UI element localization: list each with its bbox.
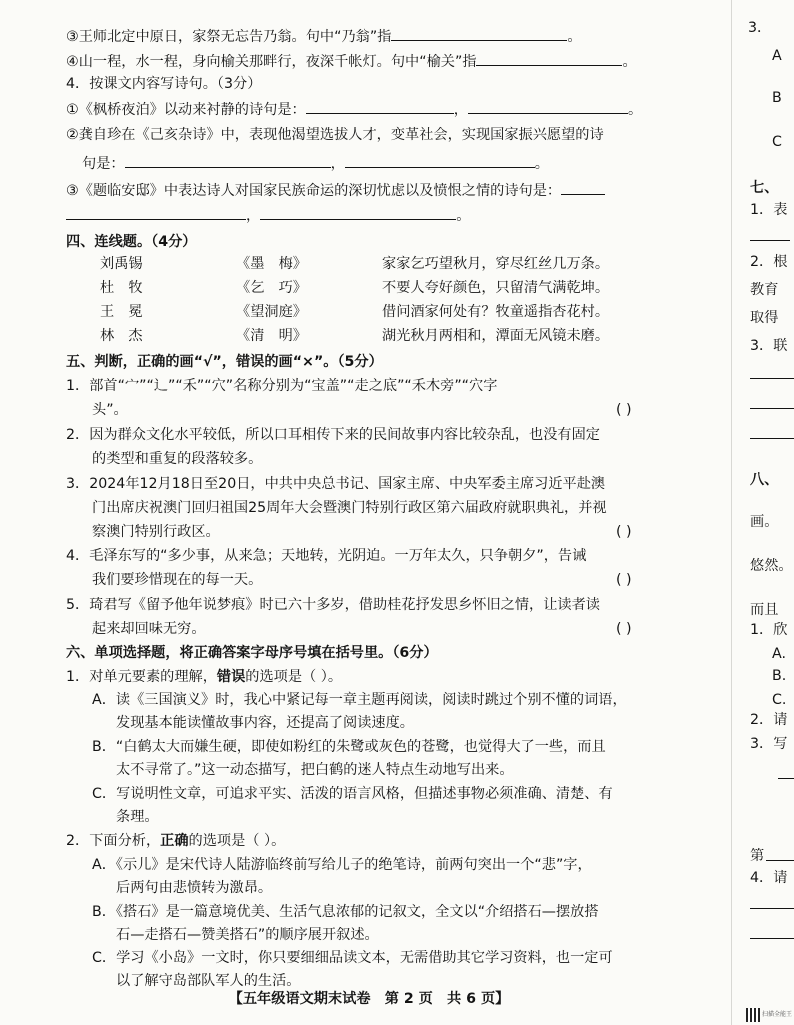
choice-1-option-a-cont: 发现基本能读懂故事内容，还提高了阅读速度。 xyxy=(116,715,414,731)
judge-4: 4．毛泽东写的“多少事，从来急；天地转，光阴迫。一万年太久，只争朝夕”，告诫 xyxy=(66,548,587,564)
adjacent-text: 取得 xyxy=(750,310,779,326)
adjacent-text: 七、 xyxy=(750,180,779,196)
match-poet[interactable]: 刘禹锡 xyxy=(100,256,143,272)
q4-item-3-answer: ， 。 xyxy=(66,205,470,226)
answer-blank[interactable] xyxy=(260,205,456,220)
adjacent-text: A. xyxy=(772,646,786,662)
adjacent-text: 悠然。 xyxy=(750,558,793,574)
answer-blank[interactable] xyxy=(468,99,628,114)
answer-line[interactable] xyxy=(750,240,790,241)
choice-1-option-b: B．“白鹤太大而嫌生硬，即使如粉红的朱鹭或灰色的苍鹭，也觉得大了一些，而且 xyxy=(92,739,606,755)
answer-line[interactable] xyxy=(778,778,794,779)
adjacent-text: 3．联 xyxy=(750,338,788,354)
answer-line[interactable] xyxy=(750,438,794,439)
adjacent-text: B. xyxy=(772,668,787,684)
choice-1-option-a: A．读《三国演义》时，我心中紧记每一章主题再阅读，阅读时跳过个别不懂的词语， xyxy=(92,692,627,708)
answer-blank[interactable] xyxy=(391,26,567,41)
section-6-title: 六、单项选择题，将正确答案字母序号填在括号里。（6分） xyxy=(66,645,438,661)
choice-1-option-b-cont: 太不寻常了。”这一动态描写，把白鹤的迷人特点生动地写出来。 xyxy=(116,762,514,778)
adjacent-text: C xyxy=(772,134,782,150)
adjacent-text: 2．请 xyxy=(750,712,788,728)
match-title[interactable]: 《望洞庭》 xyxy=(236,304,307,320)
choice-1: 1．对单元要素的理解，错误的选项是（ ）。 xyxy=(66,669,343,685)
choice-1-option-c: C．写说明性文章，可追求平实、活泼的语言风格，但描述事物必须准确、清楚、有 xyxy=(92,786,613,802)
answer-blank[interactable] xyxy=(306,99,454,114)
adjacent-text: 教育 xyxy=(750,282,779,298)
adjacent-text: 4．请 xyxy=(750,870,788,886)
answer-paren[interactable]: ( ) xyxy=(616,572,632,588)
q4-item-2-answer: 句是： ， 。 xyxy=(82,153,549,174)
judge-3: 3．2024年12月18日至20日，中共中央总书记、国家主席、中央军委主席习近平赴澳 xyxy=(66,476,606,492)
answer-paren[interactable]: ( ) xyxy=(616,402,632,418)
answer-blank[interactable] xyxy=(476,51,622,66)
choice-2-option-c: C．学习《小岛》一文时，你只要细细品读文本，无需借助其它学习资料，也一定可 xyxy=(92,950,613,966)
choice-2-option-b-cont: 石—走搭石—赞美搭石”的顺序展开叙述。 xyxy=(116,927,379,943)
q3-item-3: ③王师北定中原日，家祭无忘告乃翁。句中“乃翁”指 。 xyxy=(66,26,582,47)
section-5-title: 五、判断，正确的画“√”，错误的画“×”。（5分） xyxy=(66,354,383,370)
match-poet[interactable]: 王 冕 xyxy=(100,304,143,320)
judge-3-cont: 门出席庆祝澳门回归祖国25周年大会暨澳门特别行政区第六届政府就职典礼，并视 xyxy=(92,500,607,516)
question-4-title: 4．按课文内容写诗句。（3分） xyxy=(66,76,262,92)
answer-blank[interactable] xyxy=(561,180,605,195)
answer-blank[interactable] xyxy=(125,153,331,168)
q3-item-4: ④山一程，水一程，身向榆关那畔行，夜深千帐灯。句中“榆关”指 。 xyxy=(66,51,637,72)
answer-line[interactable] xyxy=(750,938,794,939)
choice-2-option-a: A．《示儿》是宋代诗人陆游临终前写给儿子的绝笔诗，前两句突出一个“悲”字， xyxy=(92,857,592,873)
q4-item-2: ②龚自珍在《己亥杂诗》中，表现他渴望选拔人才，变革社会，实现国家振兴愿望的诗 xyxy=(66,127,604,143)
answer-line[interactable] xyxy=(766,860,794,861)
adjacent-text: A xyxy=(772,48,782,64)
match-poet[interactable]: 杜 牧 xyxy=(100,280,143,296)
adjacent-text: 1．欣 xyxy=(750,622,788,638)
answer-paren[interactable]: ( ) xyxy=(616,621,632,637)
adjacent-text: 第 xyxy=(750,848,765,864)
judge-1-cont: 头”。 xyxy=(92,402,128,418)
judge-4-cont: 我们要珍惜现在的每一天。 xyxy=(92,572,263,588)
answer-line[interactable] xyxy=(750,908,794,909)
match-line[interactable]: 家家乞巧望秋月，穿尽红丝几万条。 xyxy=(382,256,610,272)
adjacent-text: B xyxy=(772,90,782,106)
page-footer: 【五年级语文期末试卷 第 2 页 共 6 页】 xyxy=(228,991,510,1007)
adjacent-text: C. xyxy=(772,692,787,708)
match-line[interactable]: 湖光秋月两相和，潭面无风镜未磨。 xyxy=(382,328,610,344)
choice-2-option-b: B．《搭石》是一篇意境优美、生活气息浓郁的记叙文，全文以“介绍搭石—摆放搭 xyxy=(92,904,599,920)
match-title[interactable]: 《墨 梅》 xyxy=(236,256,307,272)
adjacent-text: 3．写 xyxy=(750,736,788,752)
judge-1: 1．部首“宀”“辶”“禾”“穴”名称分别为“宝盖”“走之底”“禾木旁”“穴字 xyxy=(66,378,498,394)
judge-3-cont: 察澳门特别行政区。 xyxy=(92,524,220,540)
judge-2: 2．因为群众文化水平较低，所以口耳相传下来的民间故事内容比较杂乱，也没有固定 xyxy=(66,427,600,443)
adjacent-text: 2．根 xyxy=(750,254,788,270)
answer-blank[interactable] xyxy=(66,205,246,220)
match-line[interactable]: 借问酒家何处有？牧童遥指杏花村。 xyxy=(382,304,610,320)
judge-5: 5．琦君写《留予他年说梦痕》时已六十多岁，借助桂花抒发思乡怀旧之情，让读者读 xyxy=(66,597,600,613)
adjacent-text: 八、 xyxy=(750,472,779,488)
judge-5-cont: 起来却回味无穷。 xyxy=(92,621,206,637)
match-title[interactable]: 《清 明》 xyxy=(236,328,307,344)
adjacent-text: 1．表 xyxy=(750,202,788,218)
judge-2-cont: 的类型和重复的段落较多。 xyxy=(92,451,263,467)
choice-2-option-a-cont: 后两句由悲愤转为激昂。 xyxy=(116,880,273,896)
q4-item-1: ①《枫桥夜泊》以动来衬静的诗句是： ， 。 xyxy=(66,99,642,120)
choice-2: 2．下面分析，正确的选项是（ ）。 xyxy=(66,833,286,849)
choice-2-option-c-cont: 以了解守岛部队军人的生活。 xyxy=(116,973,301,989)
adjacent-page-strip xyxy=(738,0,794,1025)
match-title[interactable]: 《乞 巧》 xyxy=(236,280,307,296)
answer-line[interactable] xyxy=(750,378,794,379)
match-poet[interactable]: 林 杰 xyxy=(100,328,143,344)
adjacent-text: 画。 xyxy=(750,514,779,530)
adjacent-text: 3． xyxy=(748,20,772,36)
choice-1-option-c-cont: 条理。 xyxy=(116,809,159,825)
scanner-watermark: 扫描全能王 xyxy=(762,1011,793,1018)
answer-blank[interactable] xyxy=(345,153,535,168)
match-line[interactable]: 不要人夸好颜色，只留清气满乾坤。 xyxy=(382,280,610,296)
section-4-title: 四、连线题。（4分） xyxy=(66,234,197,250)
q4-item-3: ③《题临安邸》中表达诗人对国家民族命运的深切忧虑以及愤恨之情的诗句是： xyxy=(66,180,605,201)
answer-paren[interactable]: ( ) xyxy=(616,524,632,540)
adjacent-text: 而且 xyxy=(750,602,779,618)
scanner-logo-icon xyxy=(746,1008,760,1022)
page-divider xyxy=(731,0,732,1025)
answer-line[interactable] xyxy=(750,408,794,409)
